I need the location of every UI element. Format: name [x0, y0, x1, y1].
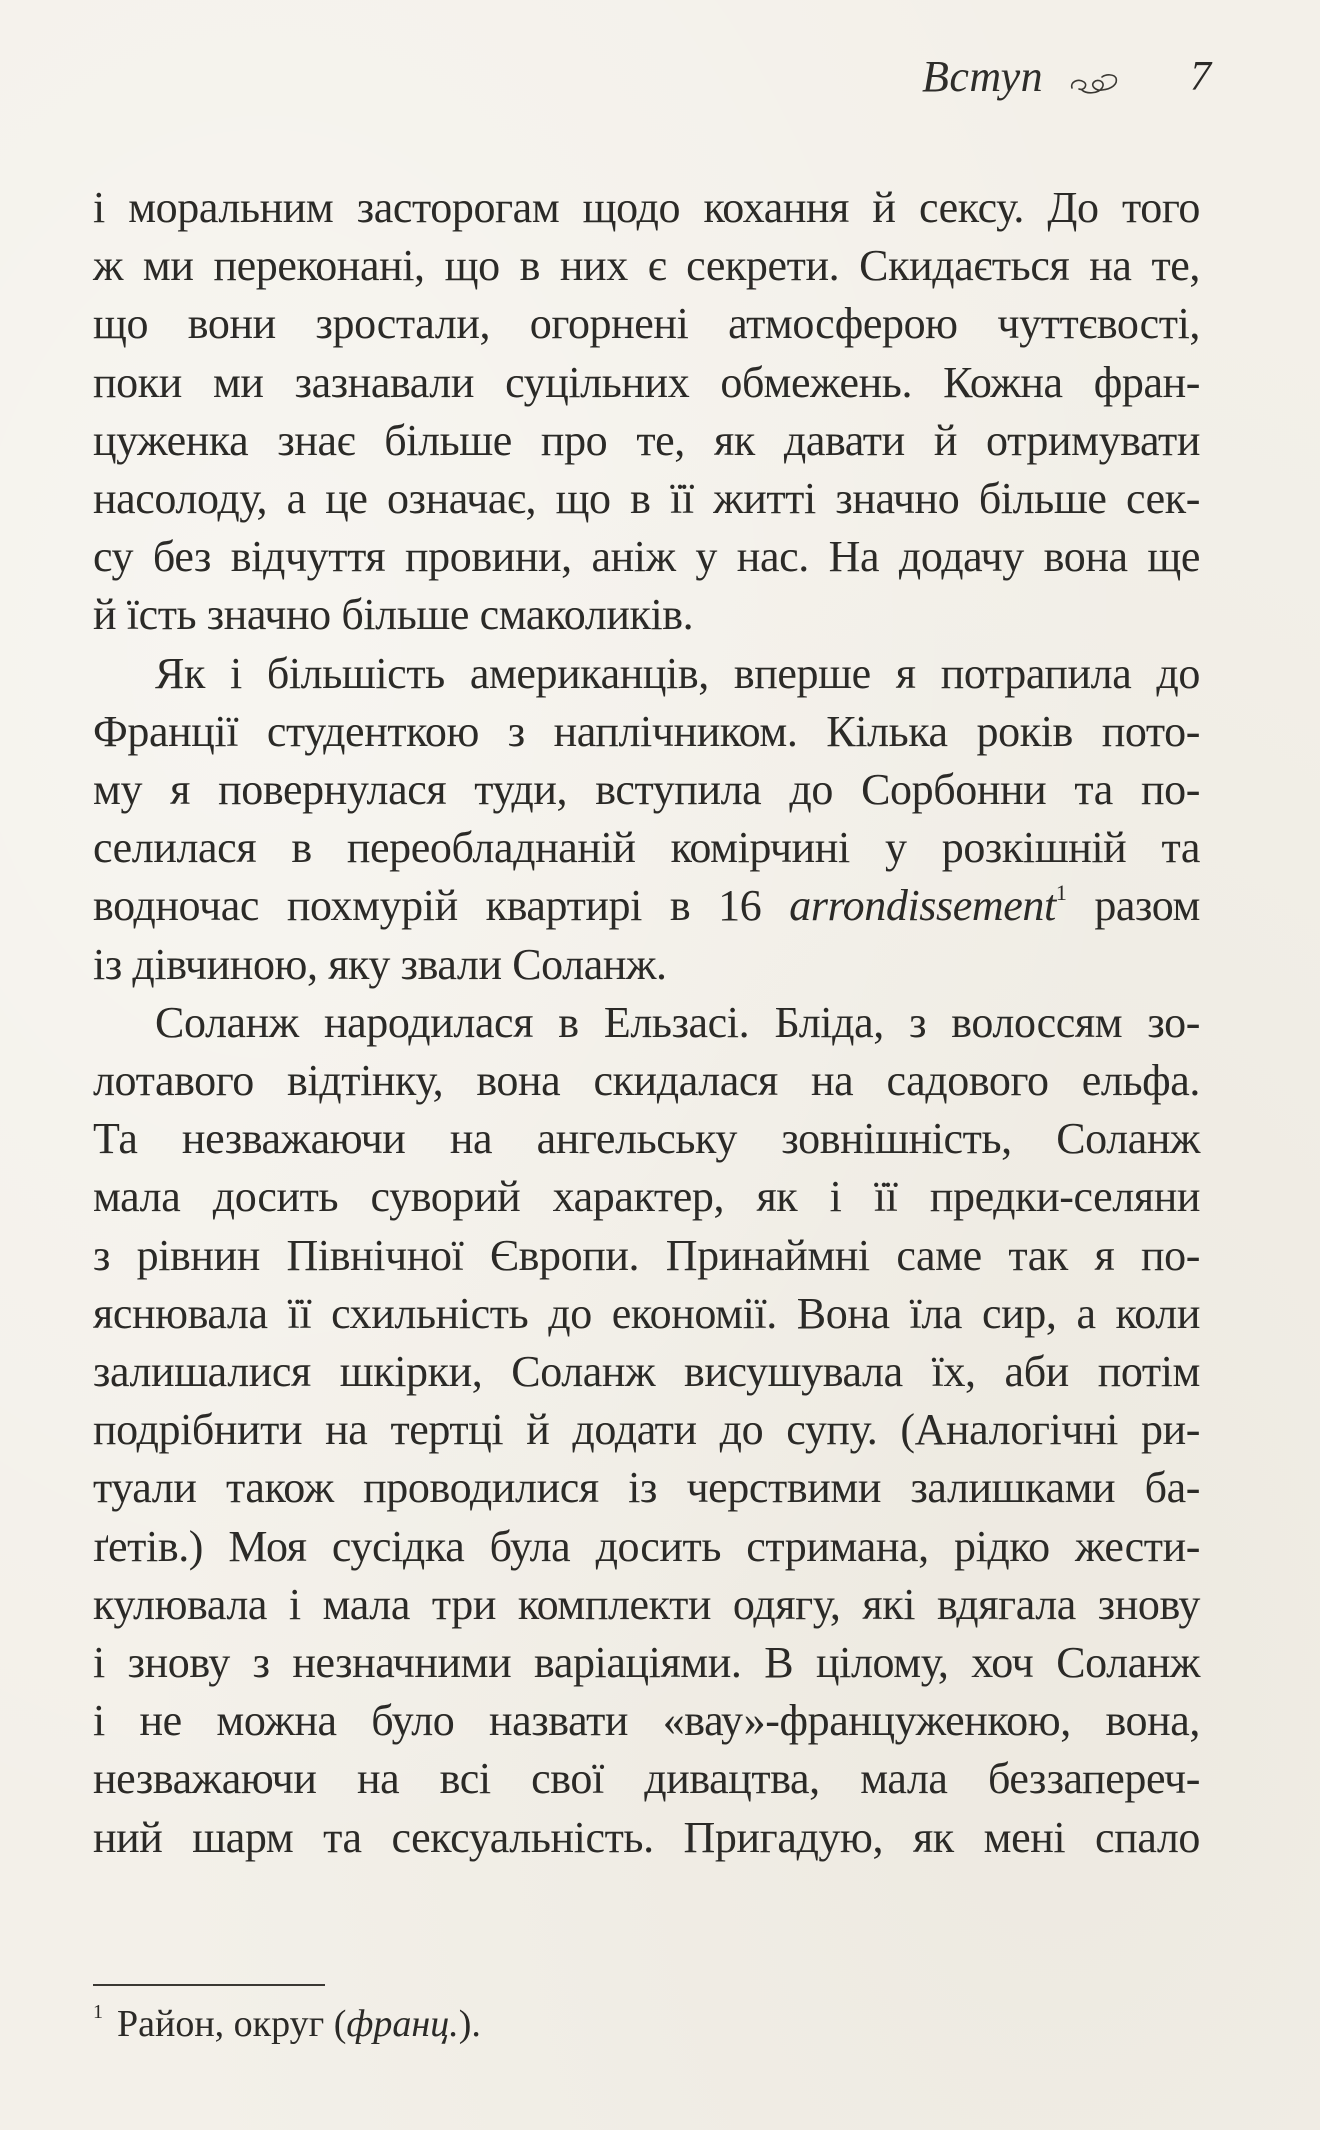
footnote-italic: франц. [346, 2003, 459, 2045]
text-line: Соланж народилася в Ельзасі. Бліда, з волоссям зо- [155, 998, 1200, 1047]
text-line: ж ми переконані, що в них є секрети. Скидається на те, [93, 241, 1200, 290]
section-title: Вступ [922, 52, 1044, 101]
text-line: туали також проводилися із черствими залишками ба- [93, 1463, 1200, 1512]
text-line: з рівнин Північної Європи. Принаймні саме так я по- [93, 1231, 1200, 1280]
running-head [900, 52, 1220, 102]
swirl-ornament-icon [1068, 72, 1130, 96]
text-line: ний шарм та сексуальність. Пригадую, як мені спало [93, 1813, 1200, 1862]
text-line: ґетів.) Моя сусідка була досить стримана, рідко жести- [93, 1522, 1200, 1571]
footnote [93, 2002, 481, 2046]
text-line: лотавого відтінку, вона скидалася на садового ельфа. [93, 1056, 1200, 1105]
text-line: і не можна було назвати «вау»-француженкою, вона, [93, 1696, 1200, 1745]
text-line: із дівчиною, яку звали Соланж. [93, 940, 667, 989]
text-line: залишалися шкірки, Соланж висушувала їх, аби потім [93, 1347, 1200, 1396]
text-line: мала досить суворий характер, як і її предки-селяни [93, 1172, 1200, 1221]
text-line: Як і більшість американців, вперше я потрапила до [155, 649, 1200, 698]
text-fragment: водночас похмурій квартирі в 16 [93, 881, 762, 930]
text-line: цуженка знає більше про те, як давати й отримувати [93, 416, 1200, 465]
text-line: Франції студенткою з наплічником. Кілька років пото- [93, 707, 1200, 756]
text-line: поки ми зазнавали суцільних обмежень. Кожна фран- [93, 358, 1200, 407]
text-fragment: разом [1094, 881, 1200, 930]
page-number: 7 [1190, 54, 1211, 100]
text-line: незважаючи на всі свої дивацтва, мала беззапереч- [93, 1754, 1200, 1803]
text-line-with-footnote-ref [93, 877, 1200, 935]
text-line: насолоду, а це означає, що в її житті значно більше сек- [93, 474, 1200, 523]
footnote-reference[interactable]: 1 [1055, 880, 1067, 905]
text-line: Та незважаючи на ангельську зовнішність, Соланж [93, 1114, 1200, 1163]
text-line: і моральним засторогам щодо кохання й сексу. До того [93, 183, 1200, 232]
text-line: му я повернулася туди, вступила до Сорбонни та по- [93, 765, 1200, 814]
text-line: і знову з незначними варіаціями. В цілому, хоч Соланж [93, 1638, 1200, 1687]
italic-term: arrondissement [789, 881, 1056, 930]
footnote-text: Район, округ ( [117, 2003, 347, 2045]
text-line: кулювала і мала три комплекти одягу, які вдягала знову [93, 1580, 1200, 1629]
text-line: селилася в переобладнаній комірчині у розкішній та [93, 823, 1200, 872]
footnote-tail: ). [458, 2003, 481, 2045]
footnote-mark: 1 [93, 2001, 103, 2023]
text-line: яснювала її схильність до економії. Вона їла сир, а коли [93, 1289, 1200, 1338]
text-line: що вони зростали, огорнені атмосферою чуттєвості, [93, 299, 1200, 348]
text-line: подрібнити на тертці й додати до супу. (Аналогічні ри- [93, 1405, 1200, 1454]
footnote-divider [93, 1984, 325, 1986]
text-line: су без відчуття провини, аніж у нас. На додачу вона ще [93, 532, 1200, 581]
text-line: й їсть значно більше смаколиків. [93, 590, 694, 639]
